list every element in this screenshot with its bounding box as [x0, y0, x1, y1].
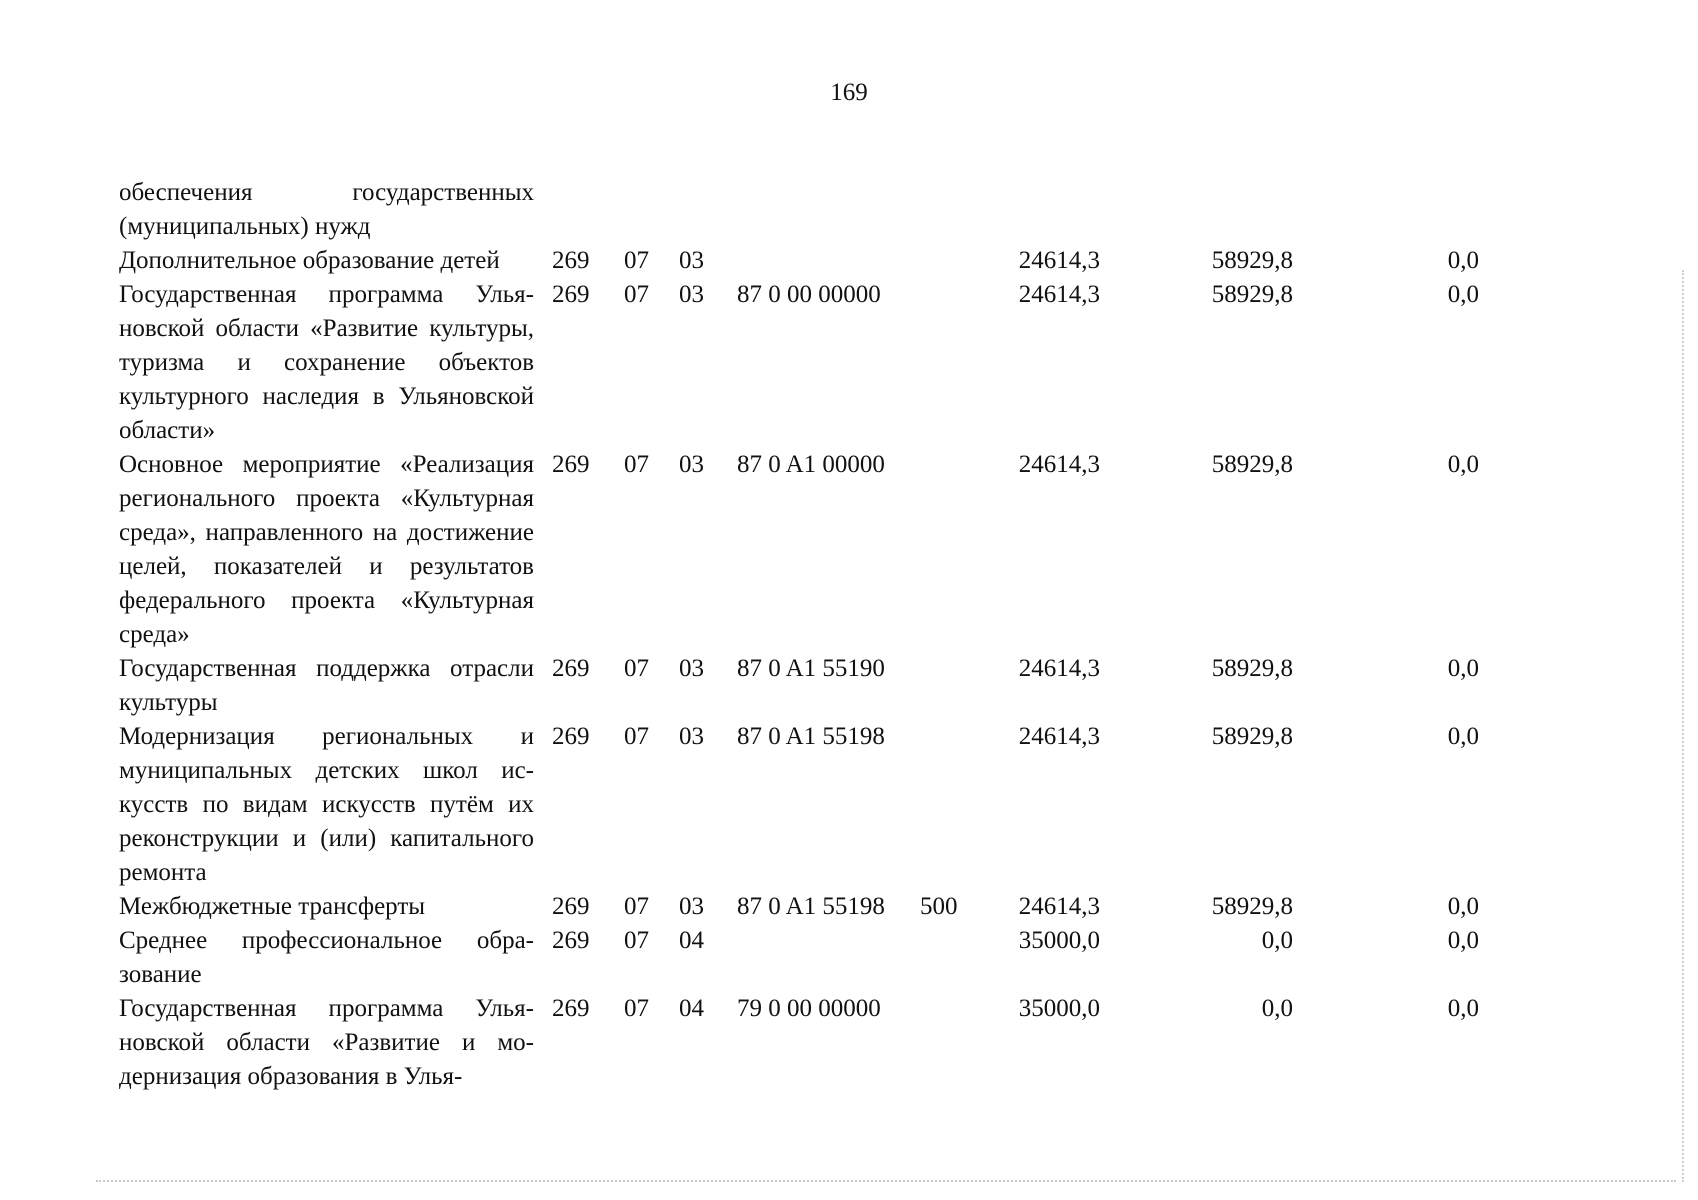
row-sum-3 — [1313, 176, 1509, 244]
row-sum-2 — [1100, 176, 1313, 244]
scan-border-right — [1682, 270, 1684, 1182]
row-vr-code — [920, 924, 1000, 992]
table-row — [119, 890, 1509, 924]
row-vr-code — [920, 448, 1000, 652]
row-name: Модернизация региональных и муниципальных детских школ искусств по видам искусств путём их реконструкции и (или) капитального ремонта — [119, 723, 534, 886]
row-pr-code: 03 — [679, 655, 704, 682]
row-gr-code: 269 — [552, 281, 590, 308]
row-sum-3: 0,0 — [1447, 281, 1479, 308]
row-csr-code — [737, 924, 920, 992]
row-pr-code: 03 — [679, 281, 704, 308]
row-rz-code: 07 — [624, 451, 649, 478]
table-row — [119, 720, 1509, 890]
row-csr-code — [737, 244, 920, 278]
row-csr-code: 87 0 A1 55198 — [737, 723, 885, 750]
row-sum-1: 35000,0 — [1018, 927, 1100, 954]
row-pr-code: 03 — [679, 723, 704, 750]
row-sum-2: 58929,8 — [1211, 723, 1293, 750]
row-pr-code: 03 — [679, 893, 704, 920]
row-rz-code: 07 — [624, 893, 649, 920]
row-sum-2: 58929,8 — [1211, 655, 1293, 682]
row-pr-code: 04 — [679, 927, 704, 954]
row-name: Межбюджетные трансферты — [119, 893, 426, 920]
table-row — [119, 176, 1509, 244]
row-gr-code: 269 — [552, 723, 590, 750]
row-rz-code: 07 — [624, 995, 649, 1022]
row-pr-code: 03 — [679, 247, 704, 274]
row-csr-code: 87 0 00 00000 — [737, 281, 881, 308]
row-gr-code: 269 — [552, 995, 590, 1022]
row-vr-code — [920, 720, 1000, 890]
row-sum-1: 35000,0 — [1018, 995, 1100, 1022]
row-name: обеспечения государственных (муниципальных) нужд — [119, 179, 534, 240]
row-sum-3: 0,0 — [1447, 655, 1479, 682]
row-csr-code: 87 0 A1 55198 — [737, 893, 885, 920]
row-csr-code: 87 0 A1 55190 — [737, 655, 885, 682]
table-row — [119, 278, 1509, 448]
row-sum-3: 0,0 — [1447, 995, 1479, 1022]
row-rz-code: 07 — [624, 723, 649, 750]
row-name: Государственная поддержка отрасли культуры — [119, 655, 534, 716]
row-gr-code: 269 — [552, 451, 590, 478]
row-csr-code: 87 0 A1 00000 — [737, 451, 885, 478]
row-rz-code: 07 — [624, 247, 649, 274]
row-rz-code: 07 — [624, 927, 649, 954]
row-gr-code: 269 — [552, 893, 590, 920]
row-vr-code: 500 — [920, 893, 958, 920]
row-pr-code: 03 — [679, 451, 704, 478]
row-pr-code: 04 — [679, 995, 704, 1022]
budget-table — [119, 176, 1509, 1094]
row-vr-code — [920, 176, 1000, 244]
row-name: Государственная программа Ульяновской области «Развитие и модернизация образования в Улья- — [119, 995, 534, 1090]
row-sum-1: 24614,3 — [1018, 451, 1100, 478]
table-row — [119, 448, 1509, 652]
scan-border-bottom — [96, 1180, 1676, 1182]
row-vr-code — [920, 992, 1000, 1094]
row-sum-1: 24614,3 — [1018, 281, 1100, 308]
row-sum-2: 58929,8 — [1211, 451, 1293, 478]
row-sum-1: 24614,3 — [1018, 723, 1100, 750]
row-pr-code — [679, 176, 737, 244]
table-row — [119, 992, 1509, 1094]
row-sum-3: 0,0 — [1447, 247, 1479, 274]
row-sum-3: 0,0 — [1447, 893, 1479, 920]
row-sum-3: 0,0 — [1447, 723, 1479, 750]
row-sum-3: 0,0 — [1447, 927, 1479, 954]
row-sum-1 — [1000, 176, 1100, 244]
row-sum-1: 24614,3 — [1018, 893, 1100, 920]
row-sum-3: 0,0 — [1447, 451, 1479, 478]
row-sum-2: 0,0 — [1261, 995, 1293, 1022]
row-csr-code: 79 0 00 00000 — [737, 995, 881, 1022]
row-gr-code: 269 — [552, 655, 590, 682]
row-name: Дополнительное образование детей — [119, 247, 500, 274]
row-gr-code: 269 — [552, 927, 590, 954]
row-csr-code — [737, 176, 920, 244]
row-sum-2: 58929,8 — [1211, 281, 1293, 308]
table-row — [119, 244, 1509, 278]
row-rz-code — [624, 176, 679, 244]
row-gr-code: 269 — [552, 247, 590, 274]
row-sum-2: 58929,8 — [1211, 247, 1293, 274]
page-number: 169 — [830, 79, 868, 106]
row-name: Государственная программа Ульяновской области «Развитие культуры, туризма и сохранение объектов культурного наследия в Ульяновской области» — [119, 281, 534, 444]
row-rz-code: 07 — [624, 281, 649, 308]
row-sum-2: 0,0 — [1261, 927, 1293, 954]
row-gr-code — [534, 176, 624, 244]
row-sum-1: 24614,3 — [1018, 655, 1100, 682]
row-name: Среднее профессиональное образование — [119, 927, 534, 988]
table-row — [119, 924, 1509, 992]
row-sum-1: 24614,3 — [1018, 247, 1100, 274]
row-vr-code — [920, 244, 1000, 278]
row-rz-code: 07 — [624, 655, 649, 682]
row-name: Основное мероприятие «Реализация регионального проекта «Культурная среда», направленного на достижение целей, показателей и результатов федерального проекта «Культурная среда» — [119, 451, 534, 648]
table-row — [119, 652, 1509, 720]
row-vr-code — [920, 652, 1000, 720]
row-vr-code — [920, 278, 1000, 448]
row-sum-2: 58929,8 — [1211, 893, 1293, 920]
